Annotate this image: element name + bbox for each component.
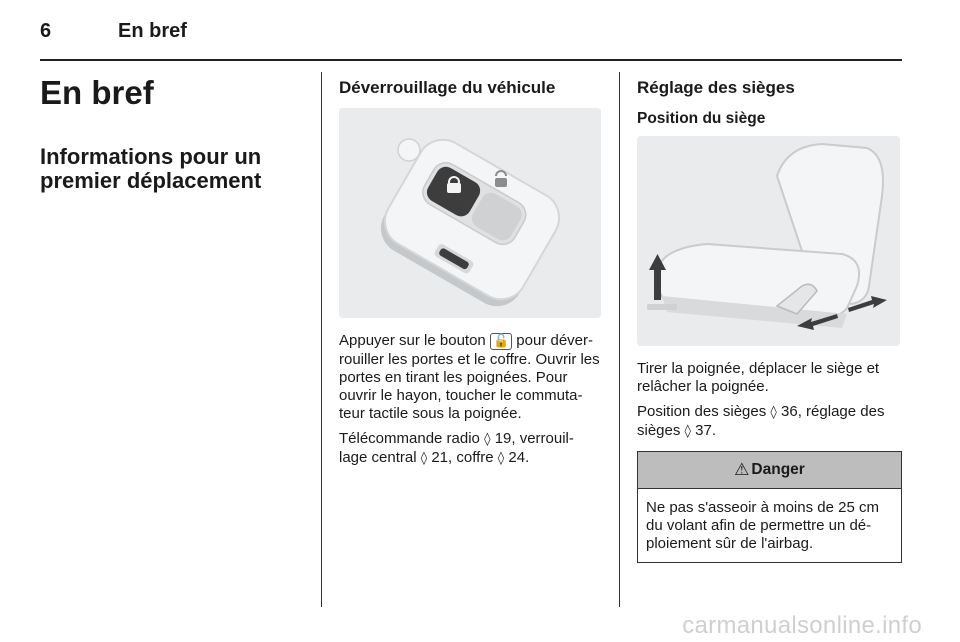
column-seat-adjustment bbox=[637, 77, 902, 563]
danger-text: Ne pas s'asseoir à moins de 25 cm du volant afin de permettre un dé-ploiement sûr de l'airbag. bbox=[646, 499, 879, 552]
unlocking-paragraph: Appuyer sur le bouton 🔓 pour déver-rouiller les portes et le coffre. Ouvrir les portes en tirant les poignées. Pour ouvrir le hayon, toucher le commuta-teur tactile sous la poignée. bbox=[339, 332, 600, 422]
danger-title: Danger bbox=[751, 461, 805, 478]
seat-illustration bbox=[637, 136, 900, 346]
page-number: 6 bbox=[40, 20, 52, 42]
column-intro bbox=[40, 74, 310, 193]
running-title: En bref bbox=[118, 20, 187, 42]
seat-subheading: Position du siège bbox=[637, 110, 766, 127]
page-link[interactable]: 19 bbox=[494, 430, 512, 447]
danger-header bbox=[638, 452, 901, 489]
page-link[interactable]: 24 bbox=[508, 449, 526, 466]
page-reference-icon: ◊ bbox=[420, 451, 428, 466]
column-divider-1 bbox=[321, 72, 322, 607]
section-title: En bref bbox=[40, 74, 154, 111]
column-unlocking bbox=[339, 77, 601, 468]
unlocking-heading: Déverrouillage du véhicule bbox=[339, 78, 556, 97]
danger-box bbox=[637, 451, 902, 563]
watermark: carmanualsonline.info bbox=[682, 612, 922, 639]
remote-control-references: Télécommande radio ◊ 19, verrouil-lage central ◊ 21, coffre ◊ 24. bbox=[339, 430, 574, 466]
page-reference-icon: ◊ bbox=[497, 451, 505, 466]
section-subtitle: Informations pour un premier déplacement bbox=[40, 144, 262, 193]
page-link[interactable]: 36 bbox=[781, 403, 798, 420]
seat-heading: Réglage des sièges bbox=[637, 78, 795, 97]
page-reference-icon: ◊ bbox=[770, 405, 777, 420]
column-divider-2 bbox=[619, 72, 620, 607]
seat-instruction: Tirer la poignée, déplacer le siège et relâcher la poignée. bbox=[637, 360, 880, 395]
key-fob-illustration bbox=[339, 108, 601, 318]
page-link[interactable]: 21 bbox=[431, 449, 449, 466]
page-reference-icon: ◊ bbox=[684, 424, 691, 439]
unlock-button-icon: 🔓 bbox=[490, 333, 512, 350]
seat-references: Position des sièges ◊ 36, réglage des sièges ◊ 37. bbox=[637, 403, 885, 439]
page-reference-icon: ◊ bbox=[484, 432, 491, 447]
header-rule bbox=[40, 59, 902, 61]
warning-triangle-icon: ⚠ bbox=[734, 460, 750, 479]
page-link[interactable]: 37 bbox=[695, 422, 712, 439]
